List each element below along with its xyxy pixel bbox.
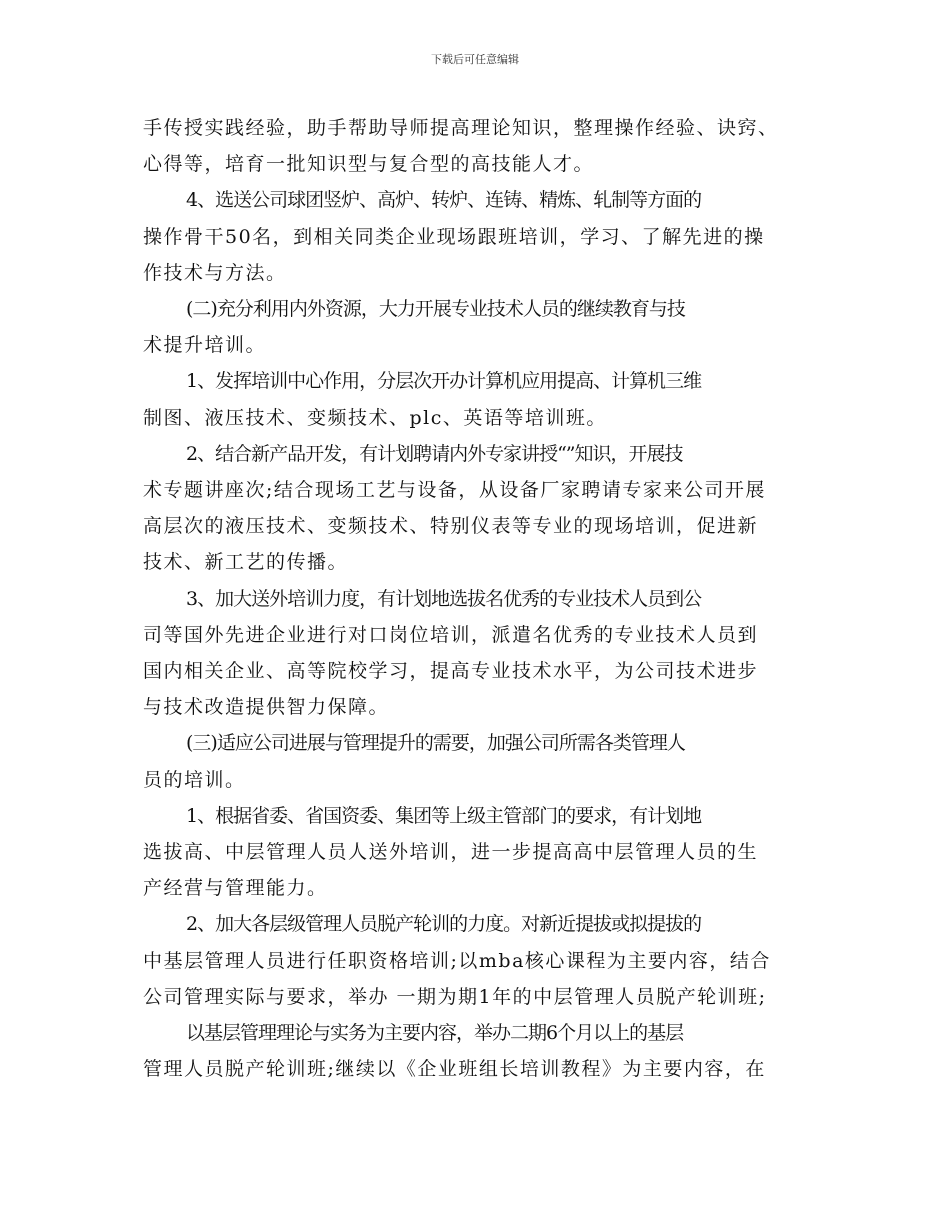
text-line: (三)适应公司进展与管理提升的需要，加强公司所需各类管理人 bbox=[186, 732, 685, 755]
text-line: 高层次的液压技术、变频技术、特别仪表等专业的现场培训，促进新 bbox=[143, 515, 759, 538]
text-line: 司等国外先进企业进行对口岗位培训，派遣名优秀的专业技术人员到 bbox=[143, 623, 759, 646]
text-line: 心得等，培育一批知识型与复合型的高技能人才。 bbox=[143, 153, 595, 176]
text-line: 1、发挥培训中心作用，分层次开办计算机应用提高、计算机三维 bbox=[186, 370, 702, 393]
text-line: 国内相关企业、高等院校学习，提高专业技术水平，为公司技术进步 bbox=[143, 660, 759, 683]
text-line: 作技术与方法。 bbox=[143, 261, 287, 284]
page-header: 下载后可任意编辑 bbox=[431, 53, 519, 66]
text-line: 操作骨干50名，到相关同类企业现场跟班培训，学习、了解先进的操 bbox=[143, 225, 765, 248]
text-line: 选拔高、中层管理人员人送外培训，进一步提高高中层管理人员的生 bbox=[143, 841, 759, 864]
text-line: 1、根据省委、省国资委、集团等上级主管部门的要求，有计划地 bbox=[186, 804, 702, 827]
text-line: 公司管理实际与要求，举办 一期为期1年的中层管理人员脱产轮训班; bbox=[143, 985, 767, 1008]
paragraph-3 bbox=[143, 291, 808, 363]
text-line: 手传授实践经验，助手帮助导师提高理论知识，整理操作经验、诀窍、 bbox=[143, 117, 779, 139]
text-line: 技术、新工艺的传播。 bbox=[143, 551, 349, 574]
text-line: (二)充分利用内外资源，大力开展专业技术人员的继续教育与技 bbox=[186, 298, 685, 321]
text-line: 术专题讲座次;结合现场工艺与设备，从设备厂家聘请专家来公司开展 bbox=[143, 479, 766, 502]
text-line: 中基层管理人员进行任职资格培训;以mba核心课程为主要内容，结合 bbox=[143, 949, 771, 972]
paragraph-9 bbox=[143, 906, 808, 1015]
text-line: 以基层管理理论与实务为主要内容，举办二期6个月以上的基层 bbox=[186, 1022, 684, 1045]
paragraph-5 bbox=[143, 436, 808, 581]
text-line: 4、选送公司球团竖炉、高炉、转炉、连铸、精炼、轧制等方面的 bbox=[186, 189, 702, 212]
paragraph-8 bbox=[143, 798, 808, 907]
text-line: 员的培训。 bbox=[143, 768, 246, 791]
paragraph-4 bbox=[143, 363, 808, 435]
text-line: 产经营与管理能力。 bbox=[143, 877, 328, 900]
document-body bbox=[143, 110, 808, 1087]
paragraph-1 bbox=[143, 110, 808, 182]
text-line: 管理人员脱产轮训班;继续以《企业班组长培训教程》为主要内容，在 bbox=[143, 1058, 766, 1081]
paragraph-7 bbox=[143, 725, 808, 797]
text-line: 术提升培训。 bbox=[143, 334, 267, 357]
paragraph-6 bbox=[143, 581, 808, 726]
text-line: 与技术改造提供智力保障。 bbox=[143, 696, 390, 719]
text-line: 2、结合新产品开发，有计划聘请内外专家讲授“”知识，开展技 bbox=[186, 442, 683, 465]
text-line: 2、加大各层级管理人员脱产轮训的力度。对新近提拔或拟提拔的 bbox=[186, 913, 702, 936]
paragraph-10 bbox=[143, 1015, 808, 1087]
paragraph-2 bbox=[143, 182, 808, 291]
text-line: 3、加大送外培训力度，有计划地选拔名优秀的专业技术人员到公 bbox=[186, 587, 702, 610]
text-line: 制图、液压技术、变频技术、plc、英语等培训班。 bbox=[143, 406, 607, 429]
